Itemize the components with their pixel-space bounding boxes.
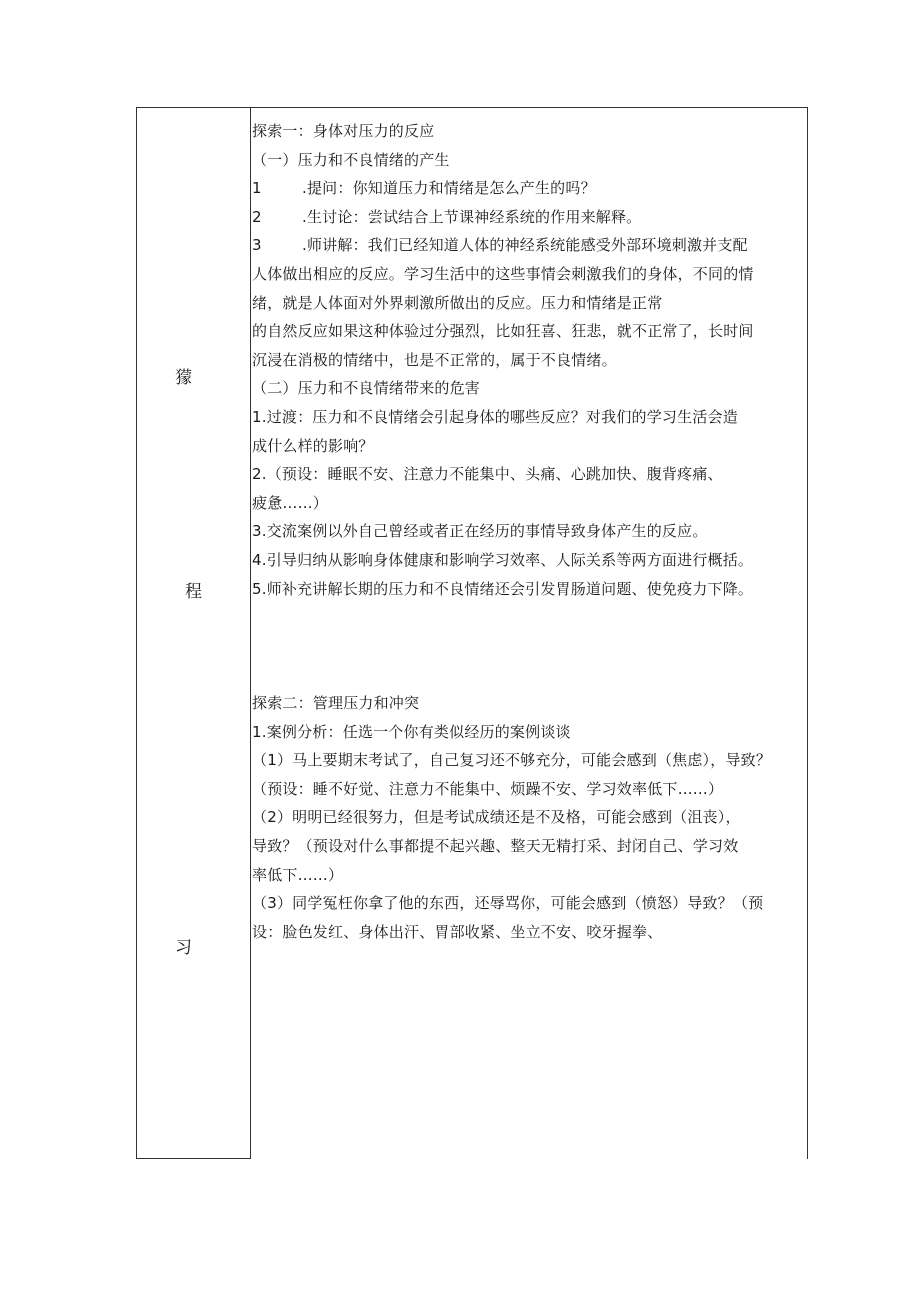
paragraph-line: 疲惫……） xyxy=(252,493,329,512)
item-text: .师讲解：我们已经知道人体的神经系统能感受外部环境刺激并支配 xyxy=(302,236,748,255)
numbered-item xyxy=(252,231,804,260)
section-title: 探索一：身体对压力的反应 xyxy=(252,122,435,140)
paragraph-line: 4.引导归纳从影响身体健康和影响学习效率、人际关系等两方面进行概括。 xyxy=(252,550,754,569)
paragraph-line: （1）马上要期末考试了，自己复习还不够充分，可能会感到（焦虑），导致？ xyxy=(252,751,772,770)
paragraph-line: 的自然反应如果这种体验过分强烈，比如狂喜、狂悲，就不正常了，长时间 xyxy=(252,322,754,341)
paragraph-line: （2）明明已经很努力，但是考试成绩还是不及格，可能会感到（沮丧）， xyxy=(252,808,741,827)
table-border-bottom-left xyxy=(136,1158,251,1159)
table-border-left xyxy=(136,107,137,1159)
section-title: 探索二：管理压力和冲突 xyxy=(252,694,420,713)
paragraph-line: 5.师补充讲解长期的压力和不良情绪还会引发胃肠道问题、使免疫力下降。 xyxy=(252,579,754,598)
paragraph-line: 导致？（预设对什么事都提不起兴趣、整天无精打采、封闭自己、学习效 xyxy=(252,837,739,856)
paragraph-line: （预设：睡不好觉、注意力不能集中、烦躁不安、学习效率低下……） xyxy=(252,779,724,798)
item-number: 1 xyxy=(252,179,262,198)
paragraph-line: 设：脸色发红、身体出汗、胃部收紧、坐立不安、咬牙握拳、 xyxy=(252,922,663,941)
table-column-divider xyxy=(250,107,251,1159)
paragraph-line: 成什么样的影响？ xyxy=(252,436,374,455)
item-text: .提问：你知道压力和情绪是怎么产生的吗？ xyxy=(302,179,596,198)
item-text: .生讨论：尝试结合上节课神经系统的作用来解释。 xyxy=(302,207,642,226)
numbered-item xyxy=(252,174,804,203)
subsection-heading: （一）压力和不良情绪的产生 xyxy=(252,150,450,169)
table-border-right xyxy=(807,107,808,1159)
paragraph-line: 1.过渡：压力和不良情绪会引起身体的哪些反应？对我们的学习生活会造 xyxy=(252,407,738,426)
section-gap xyxy=(252,603,804,689)
subsection-heading: （二）压力和不良情绪带来的危害 xyxy=(252,379,481,398)
paragraph-line: 率低下……） xyxy=(252,865,344,884)
numbered-item xyxy=(252,203,804,232)
item-number: 3 xyxy=(252,236,262,255)
paragraph-line: 2.（预设：睡眠不安、注意力不能集中、头痛、心跳加快、腹背疼痛、 xyxy=(252,465,723,484)
item-number: 2 xyxy=(252,207,262,226)
paragraph-line: 人体做出相应的反应。学习生活中的这些事情会刺激我们的身体，不同的情 xyxy=(252,264,754,283)
paragraph-line: （3）同学冤枉你拿了他的东西，还辱骂你，可能会感到（愤怒）导致？（预 xyxy=(252,894,764,913)
side-label-char-3: 习 xyxy=(175,938,192,958)
lesson-content xyxy=(252,117,804,946)
paragraph-line: 绪，就是人体面对外界刺激所做出的反应。压力和情绪是正常 xyxy=(252,293,663,312)
paragraph-line: 3.交流案例以外自己曾经或者正在经历的事情导致身体产生的反应。 xyxy=(252,522,708,541)
side-label-char-1: 獴 xyxy=(175,368,192,388)
table-border-top xyxy=(136,107,808,108)
paragraph-line: 沉浸在消极的情绪中，也是不正常的，属于不良情绪。 xyxy=(252,350,617,369)
side-label-char-2: 程 xyxy=(185,582,202,602)
paragraph-line: 1.案例分析：任选一个你有类似经历的案例谈谈 xyxy=(252,722,571,741)
